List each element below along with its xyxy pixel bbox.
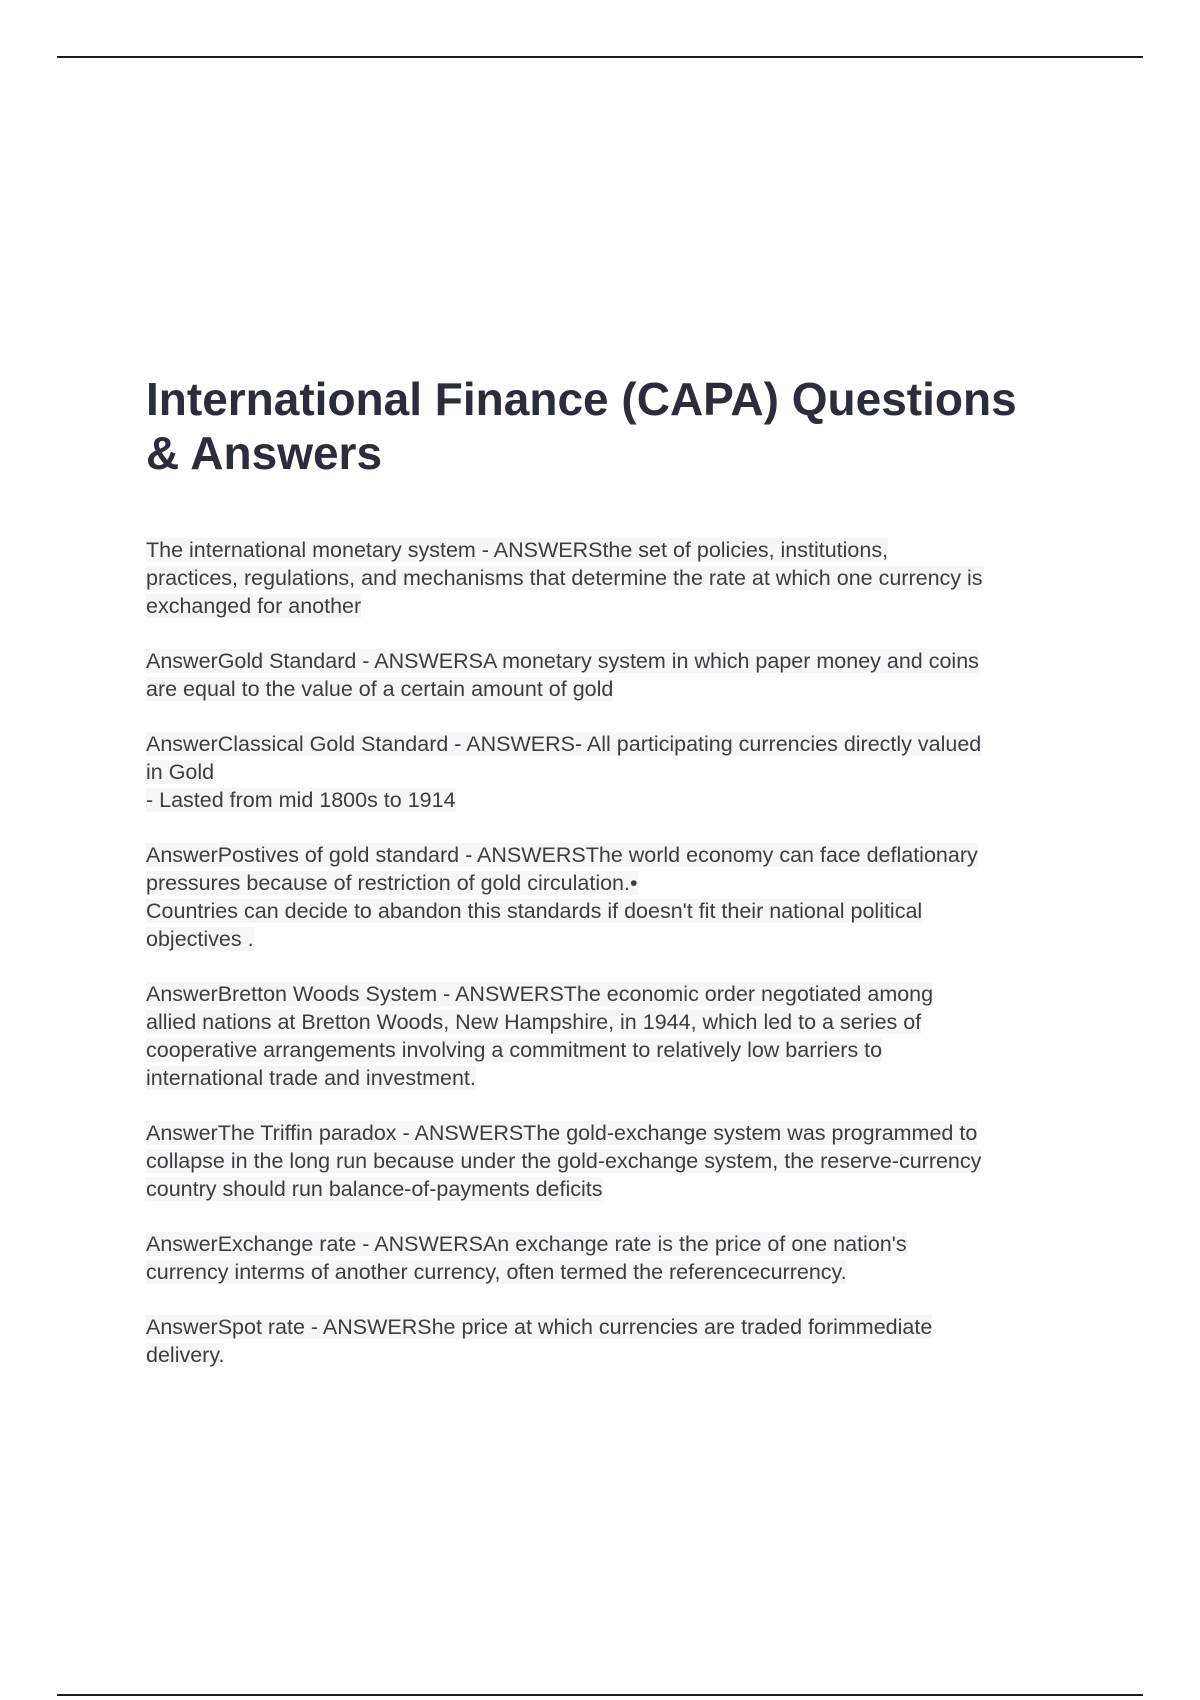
qa-line: practices, regulations, and mechanisms that determine the rate at which one currency is (146, 566, 983, 590)
qa-line: Countries can decide to abandon this standards if doesn't fit their national political (146, 899, 923, 923)
qa-line: AnswerExchange rate - ANSWERSAn exchange rate is the price of one nation's (146, 1232, 907, 1256)
title-line-2: & Answers (146, 427, 383, 479)
qa-line: exchanged for another (146, 594, 362, 618)
qa-line: country should run balance-of-payments deficits (146, 1177, 603, 1201)
qa-line: cooperative arrangements involving a commitment to relatively low barriers to (146, 1038, 883, 1062)
bottom-rule (57, 1694, 1143, 1696)
qa-item-positives-of-gold-standard (146, 841, 1096, 953)
qa-item-exchange-rate (146, 1230, 1096, 1286)
qa-line: international trade and investment. (146, 1066, 476, 1090)
qa-line: - Lasted from mid 1800s to 1914 (146, 788, 456, 812)
qa-line: pressures because of restriction of gold circulation.• (146, 871, 638, 895)
qa-line: in Gold (146, 760, 215, 784)
qa-item-international-monetary-system (146, 536, 1096, 620)
top-rule (57, 56, 1143, 58)
qa-line: objectives . (146, 927, 254, 951)
qa-line: AnswerGold Standard - ANSWERSA monetary system in which paper money and coins (146, 649, 979, 673)
qa-line: currency interms of another currency, often termed the referencecurrency. (146, 1260, 847, 1284)
page-title (146, 372, 1096, 480)
qa-item-triffin-paradox (146, 1119, 1096, 1203)
qa-line: are equal to the value of a certain amount of gold (146, 677, 614, 701)
qa-line: AnswerSpot rate - ANSWERShe price at which currencies are traded forimmediate (146, 1315, 933, 1339)
document-body (146, 372, 1096, 1396)
qa-line: AnswerBretton Woods System - ANSWERSThe economic order negotiated among (146, 982, 934, 1006)
qa-line: delivery. (146, 1343, 225, 1367)
qa-line: allied nations at Bretton Woods, New Hampshire, in 1944, which led to a series of (146, 1010, 922, 1034)
qa-item-bretton-woods-system (146, 980, 1096, 1092)
qa-item-gold-standard (146, 647, 1096, 703)
title-line-1: International Finance (CAPA) Questions (146, 373, 1017, 425)
qa-line: collapse in the long run because under the gold-exchange system, the reserve-currency (146, 1149, 982, 1173)
qa-item-spot-rate (146, 1313, 1096, 1369)
qa-line: AnswerClassical Gold Standard - ANSWERS- All participating currencies directly valued (146, 732, 982, 756)
qa-line: AnswerThe Triffin paradox - ANSWERSThe gold-exchange system was programmed to (146, 1121, 978, 1145)
qa-line: The international monetary system - ANSWERSthe set of policies, institutions, (146, 538, 889, 562)
qa-item-classical-gold-standard (146, 730, 1096, 814)
qa-line: AnswerPostives of gold standard - ANSWERSThe world economy can face deflationary (146, 843, 978, 867)
